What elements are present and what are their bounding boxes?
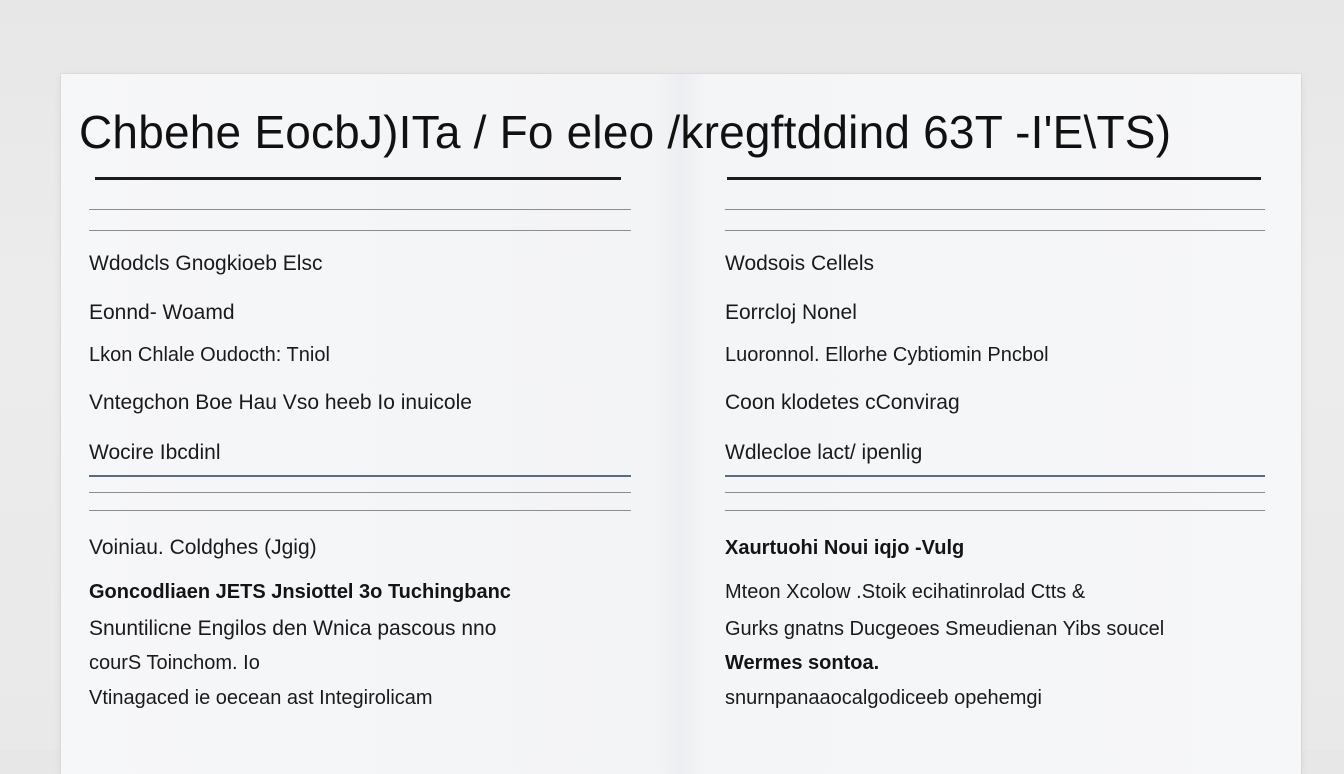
document-page (61, 74, 1301, 774)
title-underline (727, 177, 1261, 180)
list-item: Goncodliaen JETS Jnsiottel 3o Tuchingbanc (89, 581, 511, 603)
left-column (89, 74, 631, 774)
page-title: Chbehe EocbJ)ITa / Fo eleo /kregftddind 63T -I'E\TS) (79, 106, 1172, 158)
section-divider (725, 475, 1265, 477)
list-item: Xaurtuohi Noui iqjo -Vulg (725, 537, 965, 559)
divider (89, 510, 631, 511)
list-item: Wermes sontoa. (725, 652, 880, 674)
list-item: Wdodcls Gnogkioeb Elsc (89, 252, 323, 275)
list-item: Coon klodetes cConvirag (725, 391, 960, 414)
divider (725, 492, 1265, 493)
list-item: Mteon Xcolow .Stoik ecihatinrolad Ctts & (725, 581, 1086, 603)
list-item: Gurks gnatns Ducgeoes Smeudienan Yibs soucel (725, 618, 1165, 640)
title-underline (95, 177, 621, 180)
divider (725, 510, 1265, 511)
list-item: Wocire Ibcdinl (89, 441, 221, 464)
divider (89, 230, 631, 231)
list-item: Vntegchon Boe Hau Vso heeb Io inuicole (89, 391, 472, 414)
list-item: snurnpanaaocalgodiceeb opehemgi (725, 687, 1042, 709)
divider (89, 209, 631, 210)
list-item: Eorrcloj Nonel (725, 301, 857, 324)
list-item: courS Toinchom. Io (89, 652, 260, 674)
divider (725, 209, 1265, 210)
list-item: Voiniau. Coldghes (Jgig) (89, 536, 317, 559)
list-item: Vtinagaced ie oecean ast Integirolicam (89, 687, 433, 709)
list-item: Snuntilicne Engilos den Wnica pascous nno (89, 617, 497, 640)
list-item: Eonnd- Woamd (89, 301, 235, 324)
list-item: Wdlecloe lact/ ipenlig (725, 441, 923, 464)
list-item: Wodsois Cellels (725, 252, 874, 275)
divider (89, 492, 631, 493)
list-item: Luoronnol. Ellorhe Cybtiomin Pncbol (725, 344, 1049, 366)
divider (725, 230, 1265, 231)
right-column (725, 74, 1265, 774)
list-item: Lkon Chlale Oudocth: Tniol (89, 344, 330, 366)
section-divider (89, 475, 631, 477)
